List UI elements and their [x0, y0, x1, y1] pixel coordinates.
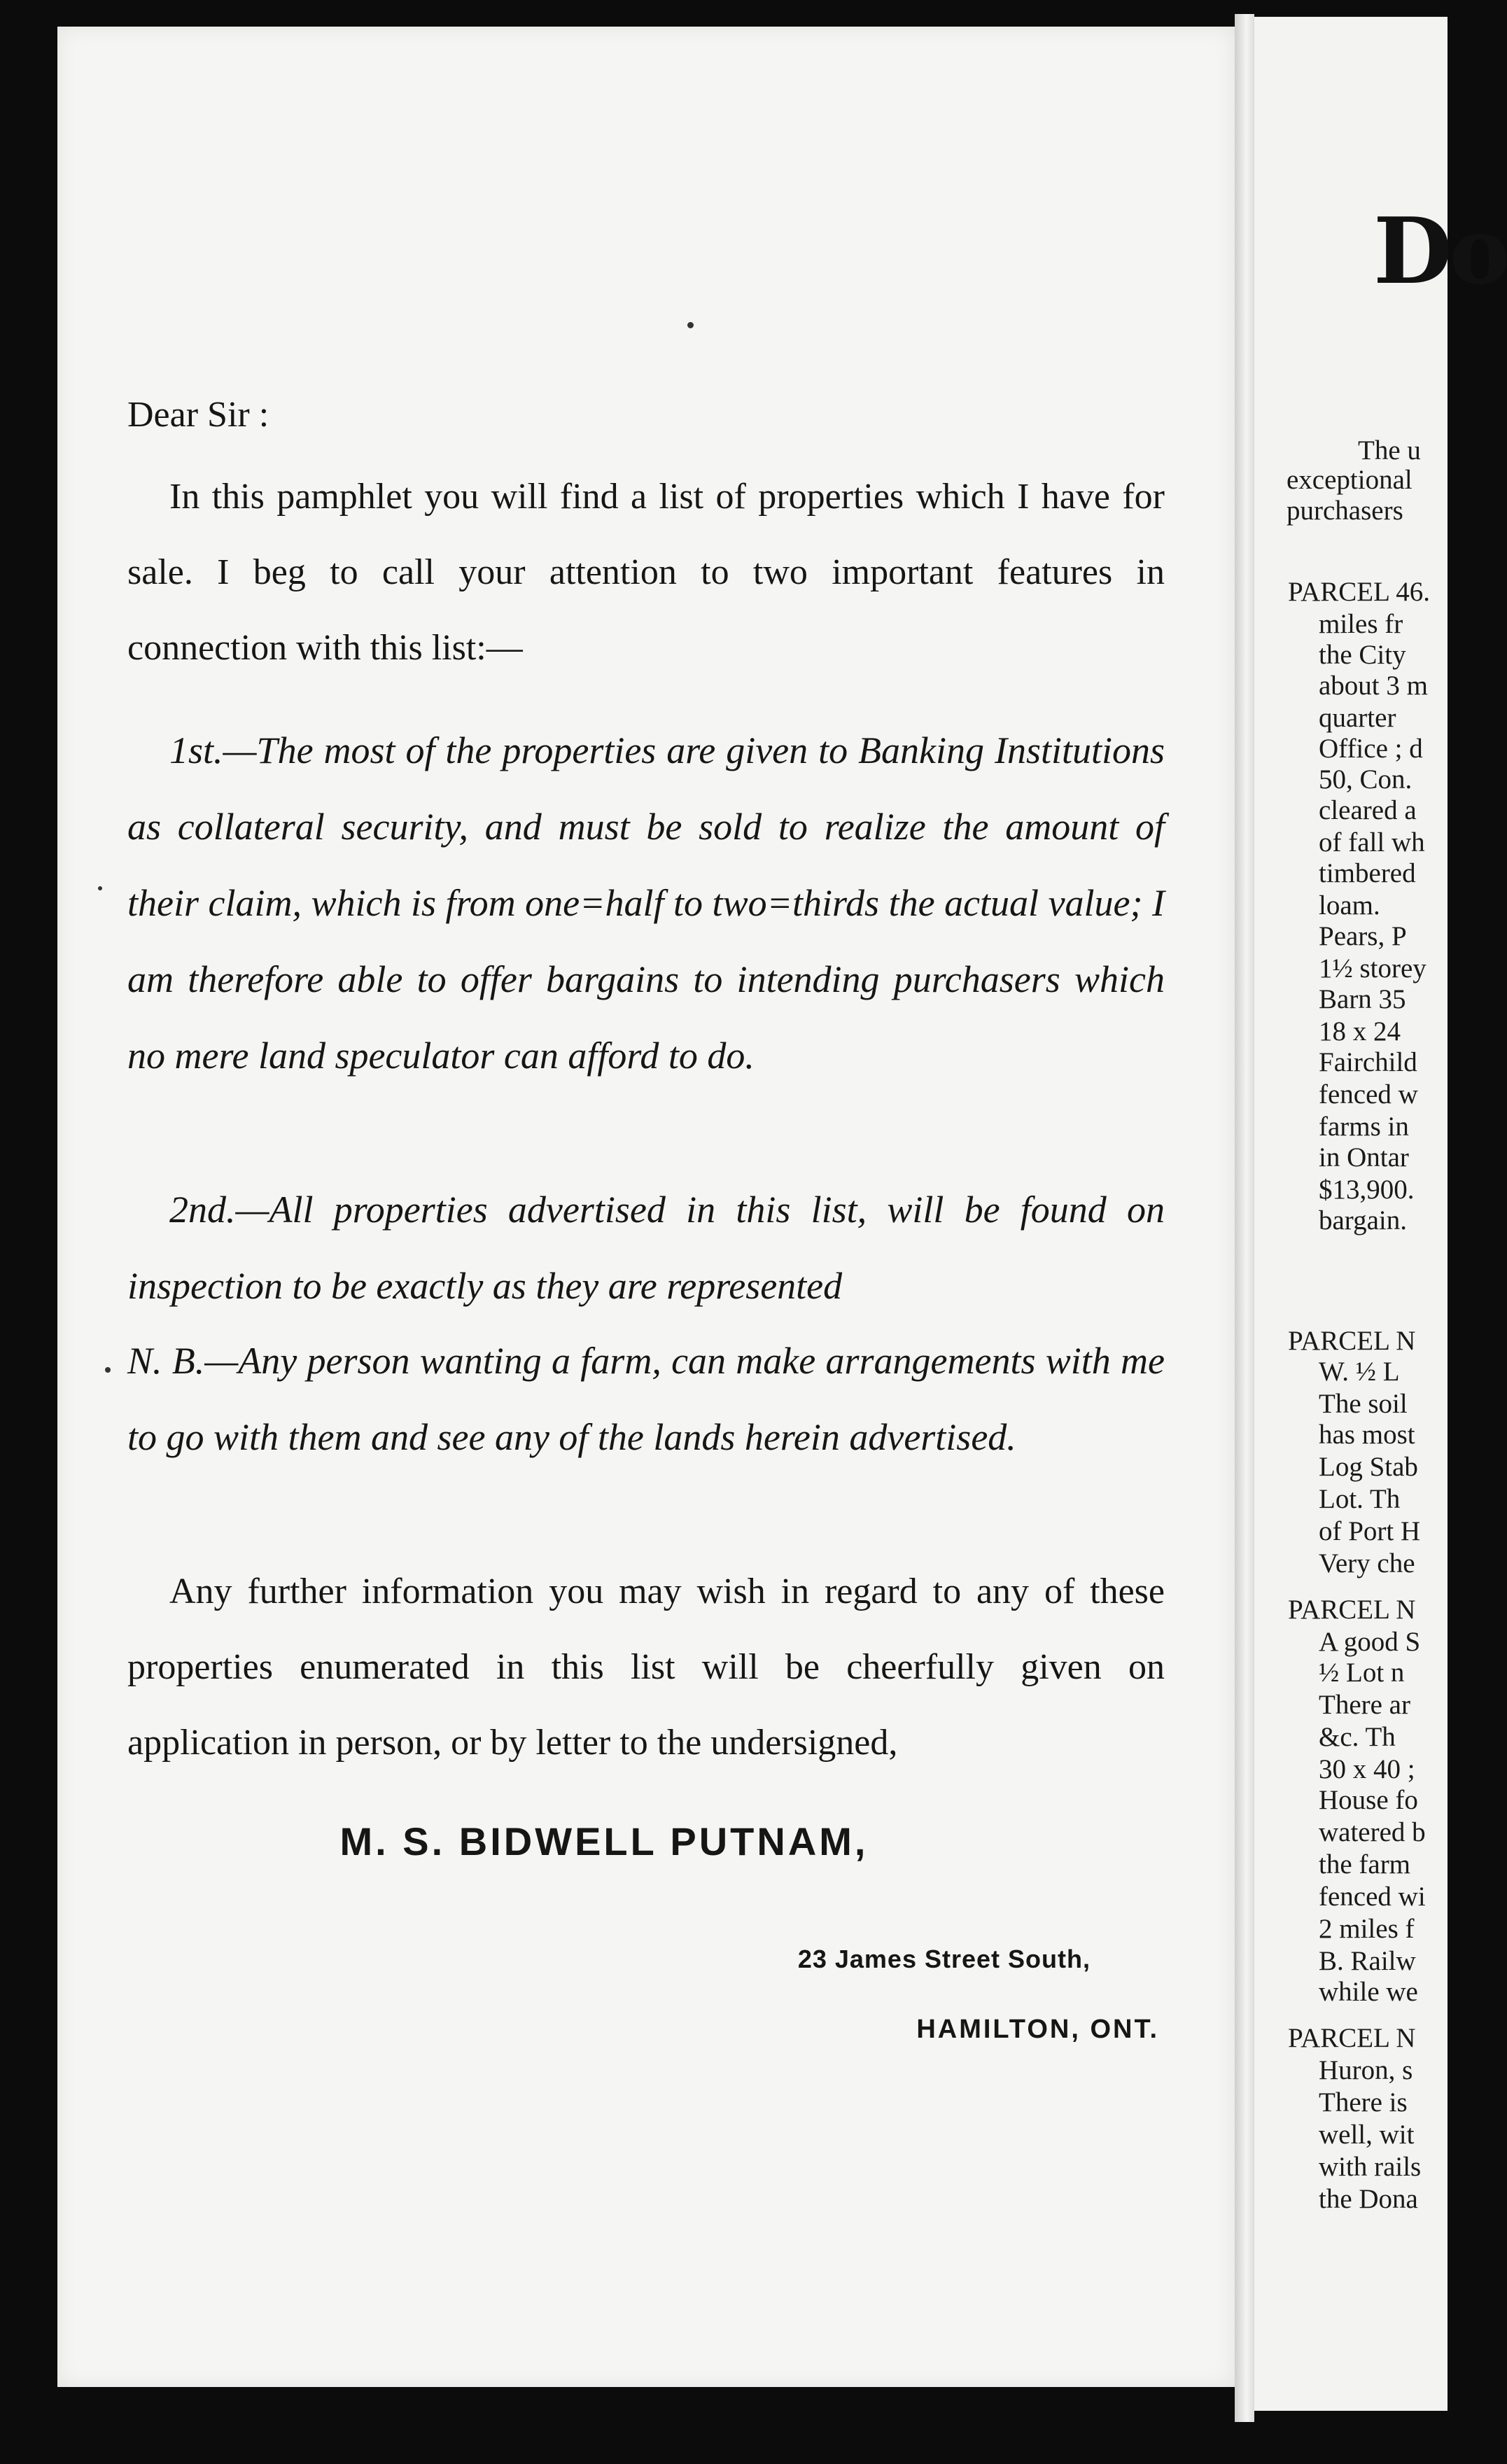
facing-page-line: B. Railw: [1319, 1946, 1416, 1976]
facing-page-line: farms in: [1319, 1112, 1409, 1142]
facing-page-line: W. ½ L: [1319, 1357, 1400, 1387]
closing-paragraph: Any further information you may wish in regard to any of these properties enumerated in this list will be cheerfully given on application in person, or by letter to the undersigned,: [127, 1572, 1165, 1763]
point-first: 1st.—The most of the properties are given to Banking Institutions as collateral security, and must be sold to realize the amount of their claim, which is from one=half to two=thirds the actual value; I am therefore able to offer bargains to intending purchasers which no mere land speculator can afford to do.: [127, 729, 1165, 1077]
facing-page-line: cleared a: [1319, 795, 1417, 825]
page-gutter: [1235, 14, 1254, 2422]
facing-page-line: ½ Lot n: [1319, 1658, 1405, 1688]
salutation: Dear Sir :: [127, 395, 269, 435]
facing-page-line: of Port H: [1319, 1516, 1421, 1546]
facing-page-line: the farm: [1319, 1849, 1411, 1879]
intro-paragraph: In this pamphlet you will find a list of properties which I have for sale. I beg to call your attention to two important features in connection with this list:—: [127, 477, 1165, 668]
facing-page-line: quarter: [1319, 703, 1396, 733]
facing-page-line: Office ; d: [1319, 734, 1423, 764]
facing-page-line: PARCEL 46.: [1288, 577, 1430, 607]
facing-page-line: $13,900.: [1319, 1175, 1415, 1205]
facing-page-line: Very che: [1319, 1548, 1415, 1578]
facing-page-line: A good S: [1319, 1627, 1421, 1657]
point-second: 2nd.—All properties advertised in this list, will be found on inspection to be exactly as they are represented: [127, 1189, 1165, 1307]
facing-page-line: PARCEL N: [1288, 1595, 1416, 1625]
facing-page-line: with rails: [1319, 2152, 1422, 2182]
letter-page: [57, 27, 1235, 2387]
facing-page-line: of fall wh: [1319, 827, 1425, 858]
facing-page-line: House fo: [1319, 1785, 1418, 1815]
signature-name: M. S. BIDWELL PUTNAM,: [339, 1819, 869, 1863]
facing-page-line: There ar: [1319, 1690, 1410, 1720]
facing-page-line: &c. Th: [1319, 1722, 1396, 1752]
facing-page-line: has most: [1319, 1420, 1415, 1450]
facing-page-line: Barn 35: [1319, 984, 1406, 1014]
facing-page-line: The soil: [1319, 1389, 1408, 1419]
facing-page-line: 50, Con.: [1319, 764, 1413, 794]
facing-page-line: 1½ storey: [1319, 953, 1427, 983]
facing-page-line: Lot. Th: [1319, 1484, 1401, 1514]
ink-speck: [105, 1367, 111, 1373]
facing-page-line: Log Stab: [1319, 1452, 1418, 1482]
facing-page-line: Fairchild: [1319, 1047, 1417, 1077]
facing-page-line: watered b: [1319, 1817, 1426, 1847]
facing-page-fragment: [1254, 17, 1507, 2411]
facing-page-line: bargain.: [1319, 1205, 1407, 1236]
facing-page-line: timbered: [1319, 858, 1416, 888]
ink-speck: [687, 322, 694, 328]
facing-page-line: fenced w: [1319, 1079, 1418, 1110]
facing-page-line: the Dona: [1319, 2184, 1418, 2214]
facing-page-line: while we: [1319, 1977, 1418, 2007]
facing-page-line: There is: [1319, 2087, 1408, 2118]
facing-page-line: miles fr: [1319, 609, 1403, 639]
nota-bene: N. B.—Any person wanting a farm, can make arrangements with me to go with them and see any of the lands herein advertised.: [127, 1340, 1165, 1458]
facing-page-line: exceptional: [1287, 465, 1413, 495]
signature-street: 23 James Street South,: [797, 1945, 1091, 1973]
facing-page-line: in Ontar: [1319, 1142, 1409, 1172]
facing-page-line: 2 miles f: [1319, 1914, 1415, 1944]
facing-page-line: 30 x 40 ;: [1319, 1754, 1415, 1784]
facing-page-line: the City: [1319, 640, 1406, 670]
facing-page-line: Huron, s: [1319, 2055, 1413, 2085]
facing-page-line: loam.: [1319, 890, 1380, 920]
facing-page-line: fenced wi: [1319, 1882, 1426, 1912]
facing-page-line: PARCEL N: [1288, 1326, 1416, 1356]
facing-page-line: PARCEL N: [1288, 2023, 1416, 2053]
facing-page-line: purchasers: [1287, 496, 1403, 526]
facing-page-line: The u: [1358, 435, 1421, 465]
facing-page-line: 18 x 24: [1319, 1016, 1401, 1046]
facing-page-heading: Do: [1373, 197, 1507, 304]
signature-city: HAMILTON, ONT.: [916, 2015, 1159, 2044]
facing-page-line: about 3 m: [1319, 671, 1428, 701]
facing-page-line: Pears, P: [1319, 921, 1407, 951]
facing-page-line: well, wit: [1319, 2120, 1415, 2150]
ink-speck: [98, 886, 102, 890]
